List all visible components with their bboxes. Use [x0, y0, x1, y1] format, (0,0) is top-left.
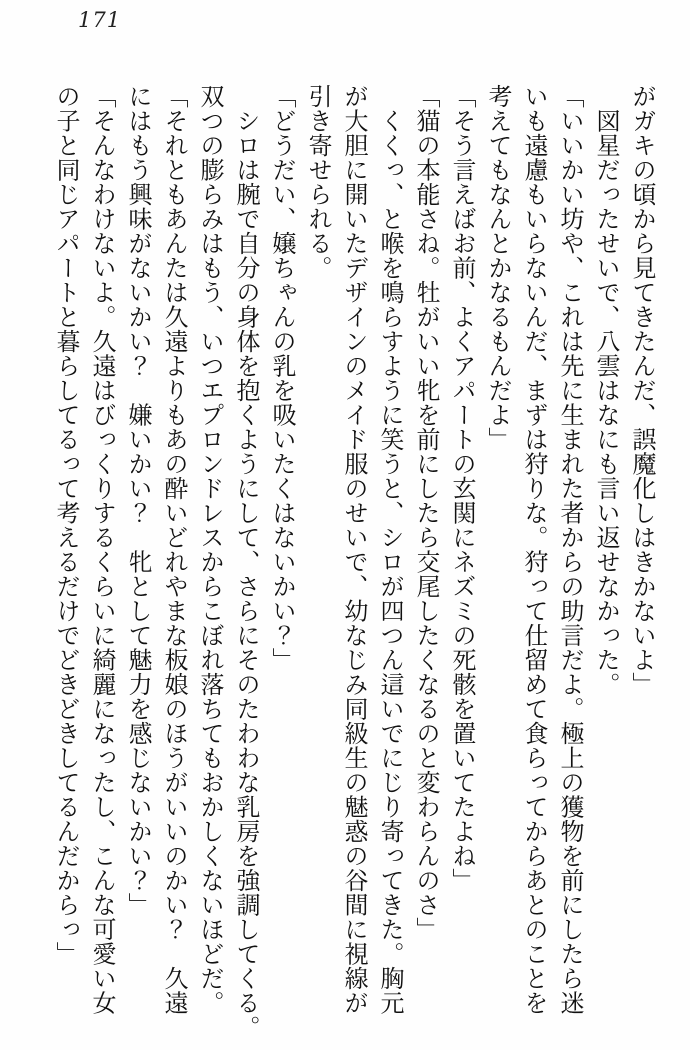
- text-column-3: 「いいかい坊や、これは先に生まれた者からの助言だよ。極上の獲物を前にしたら迷: [556, 84, 584, 1015]
- text-column-12: シロは腕で自分の身体を抱くようにして、さらにそのたわわな乳房を強調してくる。: [232, 84, 260, 1040]
- text-column-6: 「そう言えばお前、よくアパートの玄関にネズミの死骸を置いてたよね」: [448, 84, 476, 893]
- page-number: 171: [78, 8, 122, 32]
- text-column-7: 「猫の本能さね。牡がいい牝を前にしたら交尾したくなるのと変わらんのさ」: [412, 84, 440, 942]
- text-column-9: が大胆に開いたデザインのメイド服のせいで、幼なじみ同級生の魅惑の谷間に視線が: [340, 84, 368, 1015]
- vertical-text-block: [48, 84, 660, 1040]
- text-column-15: にはもう興味がないかい？ 嫌いかい？ 牝として魅力を感じないかい？」: [124, 84, 152, 917]
- text-column-11: 「どうだい、嬢ちゃんの乳を吸いたくはないかい？」: [268, 84, 296, 672]
- text-column-10: 引き寄せられる。: [304, 84, 332, 280]
- text-column-8: くくっ、と喉を鳴らすように笑うと、シロが四つん這いでにじり寄ってきた。胸元: [376, 84, 404, 1015]
- text-column-14: 「それともあんたは久遠よりもあの酔いどれやまな板娘のほうがいいのかい？ 久遠: [160, 84, 188, 1015]
- text-column-1: がガキの頃から見てきたんだ、誤魔化しはきかないよ」: [628, 84, 656, 697]
- text-column-16: 「そんなわけないよ。久遠はびっくりするくらいに綺麗になったし、こんな可愛い女: [88, 84, 116, 1015]
- text-column-13: 双つの膨らみはもう、いつエプロンドレスからこぼれ落ちてもおかしくないほどだ。: [196, 84, 224, 1015]
- text-column-2: 図星だったせいで、八雲はなにも言い返せなかった。: [592, 84, 620, 697]
- text-column-4: いも遠慮もいらないんだ、まずは狩りな。狩って仕留めて食らってからあとのことを: [520, 84, 548, 1015]
- text-column-17: の子と同じアパートと暮らしてるって考えるだけでどきどきしてるんだからっ」: [52, 84, 80, 966]
- text-column-5: 考えてもなんとかなるもんだよ」: [484, 84, 512, 452]
